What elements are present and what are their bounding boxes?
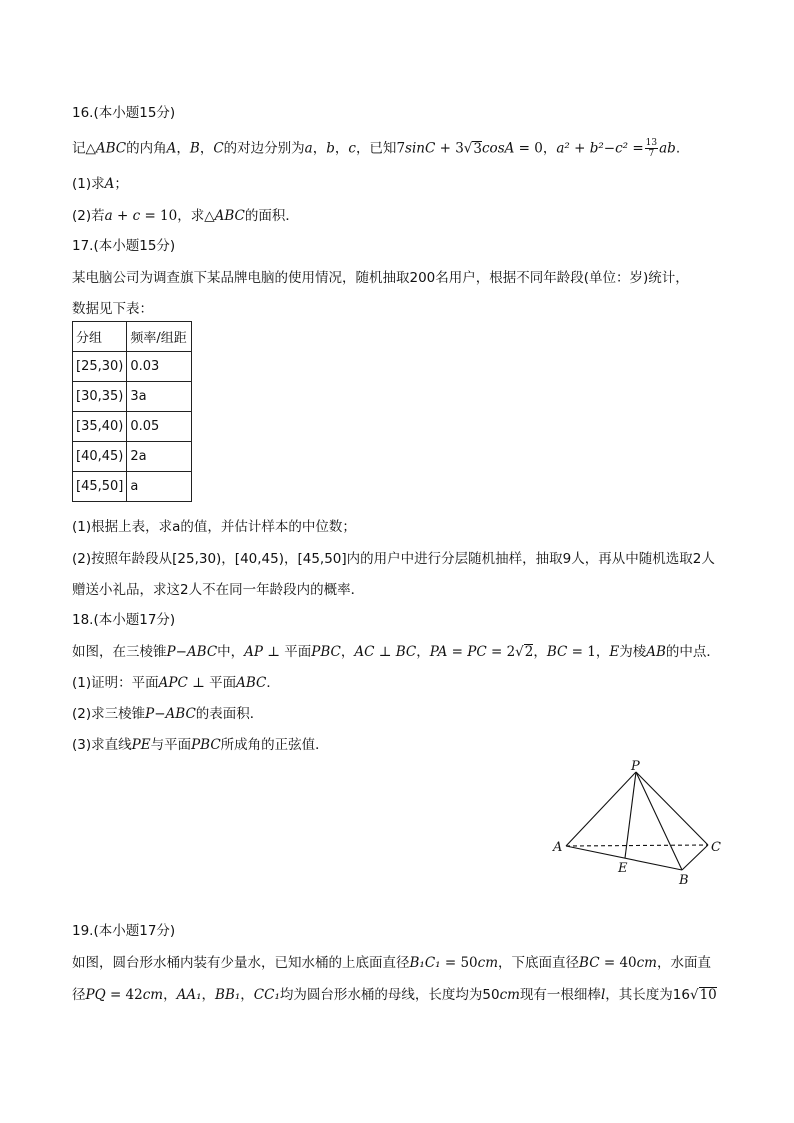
q19-text: ，下底面直径	[498, 955, 580, 971]
table-cell: 0.05	[127, 412, 192, 442]
q16-text: ，	[312, 140, 327, 157]
sqrt-radicand: 2	[524, 644, 534, 660]
math: AC	[354, 644, 375, 660]
math: a	[104, 208, 113, 224]
q16-stem	[72, 138, 680, 159]
table-row	[73, 412, 192, 442]
fraction-numerator: 13	[645, 138, 658, 148]
q18-text: 的表面积．	[195, 706, 264, 722]
q17-stem-line1: 某电脑公司为调查旗下某品牌电脑的使用情况，随机抽取200名用户，根据不同年龄段(单位：岁)统计，	[72, 270, 689, 286]
table-cell: [30,35)	[73, 382, 127, 412]
math: PBC	[311, 644, 341, 660]
math: PE	[131, 737, 151, 753]
q16-part2	[72, 206, 299, 226]
math: P−ABC	[166, 644, 218, 660]
q16-text: ，	[199, 140, 214, 157]
math: ABC	[236, 675, 267, 691]
q17-stem-line2: 数据见下表：	[72, 301, 153, 317]
math: E	[609, 644, 620, 660]
q18-stem	[72, 642, 720, 662]
fraction	[645, 138, 658, 159]
q19-text: 均为圆台形水桶的母线，长度均为50	[279, 987, 500, 1003]
table-cell: [35,40)	[73, 412, 127, 442]
sqrt-radicand: 3	[473, 140, 482, 157]
math: ab	[659, 140, 676, 157]
triangle-symbol: △	[85, 140, 96, 157]
q18-text: 中，	[217, 644, 245, 660]
math: = 1	[567, 644, 596, 660]
q16-text: (2)若	[72, 208, 105, 224]
q18-text: 所成角的正弦值．	[220, 737, 329, 753]
edge-PC	[636, 772, 708, 845]
q18-header: 18.(本小题17分)	[72, 612, 176, 628]
q18-text: ，	[595, 644, 610, 660]
point-label-E: E	[618, 861, 628, 876]
q16-header: 16.(本小题15分)	[72, 105, 176, 121]
q18-text: (1)证明：平面	[72, 675, 159, 691]
q19-text: ，	[163, 987, 177, 1003]
math: BB₁	[215, 987, 241, 1003]
q16-text: 的内角	[126, 140, 167, 157]
q19-header: 19.(本小题17分)	[72, 923, 176, 939]
table-cell: [25,30)	[73, 352, 127, 382]
q18-part3	[72, 735, 329, 755]
q18-text: 平面	[284, 644, 312, 660]
math: BC	[579, 955, 600, 971]
vertex-label-B: B	[679, 873, 689, 888]
q19-text: 现有一根细棒	[519, 987, 601, 1003]
math: a	[304, 140, 313, 157]
math: PA	[429, 644, 448, 660]
q18-text: ，	[340, 644, 355, 660]
q16-text: ，	[176, 140, 190, 157]
math: PQ	[85, 987, 106, 1003]
triangle-symbol: △	[204, 208, 215, 224]
math: APC	[158, 675, 188, 691]
table-row	[73, 352, 192, 382]
math: P−ABC	[145, 706, 196, 722]
math: = 40	[599, 955, 637, 971]
q19-text: ，	[201, 987, 216, 1003]
q18-text: ，	[533, 644, 547, 660]
q16-text: (1)求	[72, 176, 105, 192]
math: c	[348, 140, 356, 157]
math: +	[112, 208, 133, 224]
q19-stem-line2	[72, 985, 717, 1005]
q19-text: ，	[240, 987, 254, 1003]
math: cm	[477, 955, 499, 971]
q16-text: ，求	[177, 208, 205, 224]
q19-stem-line1	[72, 953, 711, 973]
q16-text: ；	[114, 176, 128, 192]
math: cm	[636, 955, 657, 971]
q18-text: 的中点．	[665, 644, 720, 660]
fraction-denominator: 7	[648, 149, 655, 159]
q18-text: 如图，在三棱锥	[72, 644, 167, 660]
math: ABC	[214, 208, 245, 224]
sqrt-radicand: 10	[699, 987, 717, 1003]
table-cell: a	[127, 472, 192, 502]
math: = 2	[486, 644, 516, 660]
math: BC	[546, 644, 568, 660]
vertex-label-P: P	[631, 759, 640, 774]
q19-text: 如图，圆台形水桶内装有少量水，已知水桶的上底面直径	[72, 955, 410, 971]
q17-part2-line1: (2)按照年龄段从[25,30)，[40,45)，[45,50]内的用户中进行分层随机抽样，抽取9人，再从中随机选取2人	[72, 551, 715, 567]
frequency-table	[72, 321, 192, 502]
table-row	[73, 382, 192, 412]
sqrt-symbol: √	[515, 644, 524, 660]
table-cell: 2a	[127, 442, 192, 472]
table-header-cell: 分组	[73, 322, 127, 352]
q16-text: 的对边分别为	[223, 140, 305, 157]
table-header-row	[73, 322, 192, 352]
math: ⊥	[263, 644, 285, 660]
math: ⊥	[187, 675, 210, 691]
q18-text: ，	[416, 644, 430, 660]
q16-text: .	[675, 140, 681, 157]
table-cell: [40,45)	[73, 442, 127, 472]
math: c	[132, 208, 141, 224]
q18-text: ．	[266, 675, 280, 691]
math: B₁C₁	[409, 955, 441, 971]
math: = 10	[140, 208, 178, 224]
table-cell: 3a	[127, 382, 192, 412]
q18-text: (3)求直线	[72, 737, 132, 753]
table-cell: [45,50]	[73, 472, 127, 502]
q16-part1	[72, 174, 128, 194]
table-row	[73, 442, 192, 472]
math: = 0	[514, 140, 543, 157]
math: = 50	[440, 955, 478, 971]
math: = 42	[105, 987, 143, 1003]
q16-text: 记	[72, 140, 86, 157]
math: AB	[646, 644, 666, 660]
math: cm	[499, 987, 520, 1003]
q18-text: 平面	[209, 675, 237, 691]
sqrt-symbol: √	[689, 987, 699, 1003]
math: + 3	[435, 140, 464, 157]
math: cm	[142, 987, 164, 1003]
q18-text: (2)求三棱锥	[72, 706, 146, 722]
math: AP	[244, 644, 263, 660]
math: ⊥	[374, 644, 396, 660]
equation: a² + b²−c² =	[556, 140, 644, 157]
q16-text: ，	[542, 140, 557, 157]
q18-text: 为棱	[619, 644, 647, 660]
math: sinC	[405, 140, 436, 157]
pyramid-figure	[548, 758, 728, 890]
math: PC	[467, 644, 487, 660]
edge-AC-hidden	[566, 845, 708, 846]
sqrt-symbol: √	[463, 140, 473, 157]
math: cosA	[482, 140, 515, 157]
math: A	[104, 176, 115, 192]
math: 7	[396, 140, 406, 157]
math: =	[447, 644, 468, 660]
math: A	[166, 140, 177, 157]
table-row	[73, 472, 192, 502]
vertex-label-A: A	[553, 840, 563, 855]
q19-text: 径	[72, 987, 86, 1003]
q18-text: 与平面	[150, 737, 192, 753]
q18-part1	[72, 673, 280, 693]
math: l	[600, 987, 606, 1003]
math: ABC	[95, 140, 127, 157]
q16-text: 的面积．	[244, 208, 299, 224]
math: PBC	[191, 737, 221, 753]
math: C	[213, 140, 224, 157]
math: b	[326, 140, 335, 157]
q18-part2	[72, 704, 263, 724]
table-header-cell: 频率/组距	[127, 322, 192, 352]
q17-part1: (1)根据上表，求a的值，并估计样本的中位数；	[72, 519, 356, 535]
q17-part2-line2: 赠送小礼品，求这2人不在同一年龄段内的概率．	[72, 582, 365, 598]
math: CC₁	[253, 987, 280, 1003]
q16-text: ，	[334, 140, 349, 157]
edge-PA	[566, 772, 636, 846]
q19-text: ，水面直	[657, 955, 711, 971]
q17-header: 17.(本小题15分)	[72, 238, 176, 254]
edge-BC	[682, 845, 708, 870]
q16-text: ，已知	[355, 140, 397, 157]
math: B	[189, 140, 200, 157]
vertex-label-C: C	[711, 840, 721, 855]
table-cell: 0.03	[127, 352, 192, 382]
math: BC	[395, 644, 417, 660]
q19-text: ，其长度为16	[605, 987, 690, 1003]
math: AA₁	[176, 987, 202, 1003]
edge-PB	[636, 772, 682, 870]
